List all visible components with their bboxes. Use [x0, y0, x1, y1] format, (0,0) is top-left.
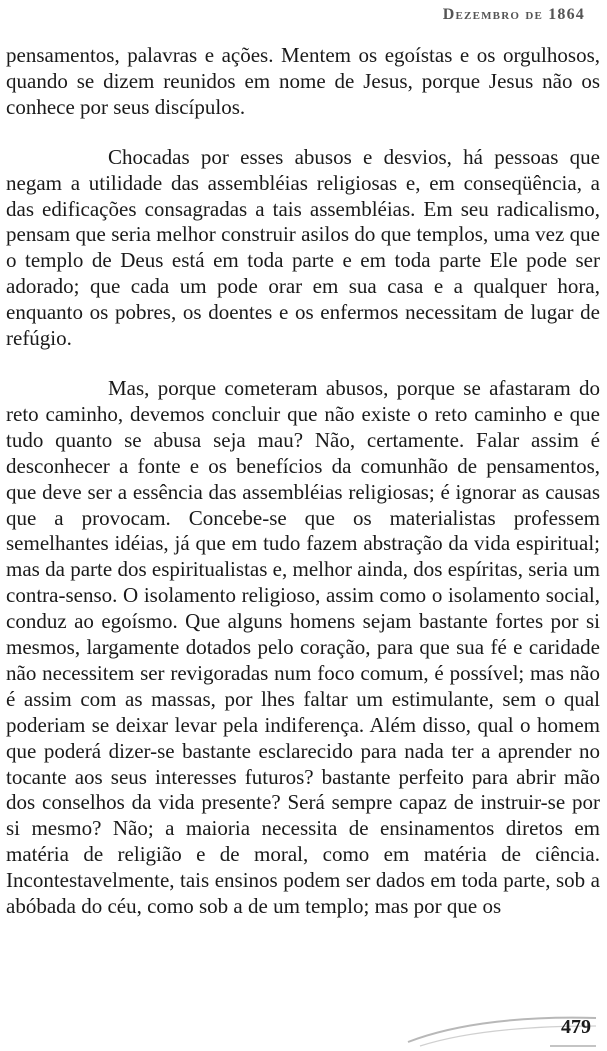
running-header: Dezembro de 1864 — [442, 6, 585, 23]
paragraph-1: pensamentos, palavras e ações. Mentem os egoístas e os orgulhosos, quando se dizem reunidos em nome de Jesus, porque Jesus não os conhece por seus discípulos. — [6, 43, 600, 119]
page-body — [6, 43, 600, 920]
paragraph-2: Chocadas por esses abusos e desvios, há pessoas que negam a utilidade das assembléias religiosas e, em conseqüência, a das edificações consagradas a tais assembléias. Em seu radicalismo, pensam que seria melhor construir asilos do que templos, uma vez que o templo de Deus está em toda parte e em toda parte Ele pode ser adorado; que cada um pode orar em sua casa e a qualquer hora, enquanto os pobres, os doentes e os enfermos necessitam de lugar de refúgio. — [6, 144, 600, 351]
page-number: 479 — [561, 1016, 591, 1038]
paragraph-3: Mas, porque cometeram abusos, porque se afastaram do reto caminho, devemos concluir que não existe o reto caminho e que tudo quanto se abusa seja mau? Não, certamente. Falar assim é desconhecer a fonte e os benefícios da comunhão de pensamentos, que deve ser a essência das assembléias religiosas; é ignorar as causas que a provocam. Concebe-se que os materialistas professem semelhantes idéias, já que em tudo fazem abstração da vida espiritual; mas da parte dos espiritualistas e, melhor ainda, dos espíritas, seria um contra-senso. O isolamento religioso, assim como o isolamento social, conduz ao egoísmo. Que alguns homens sejam bastante fortes por si mesmos, largamente dotados pelo coração, para que sua fé e caridade não necessitem ser revigoradas num foco comum, é possível; mas não é assim com as massas, por lhes faltar um estimulante, sem o qual poderiam se deixar levar pela indiferença. Além disso, qual o homem que poderá dizer-se bastante esclarecido para nada ter a aprender no tocante aos seus interesses futuros? bastante perfeito para abrir mão dos conselhos da vida presente? Será sempre capaz de instruir-se por si mesmo? Não; a maioria necessita de ensinamentos diretos em matéria de religião e de moral, como em matéria de ciência. Incontestavelmente, tais ensinos podem ser dados em toda parte, sob a abóbada do céu, como sob a de um templo; mas por que os — [6, 375, 600, 919]
